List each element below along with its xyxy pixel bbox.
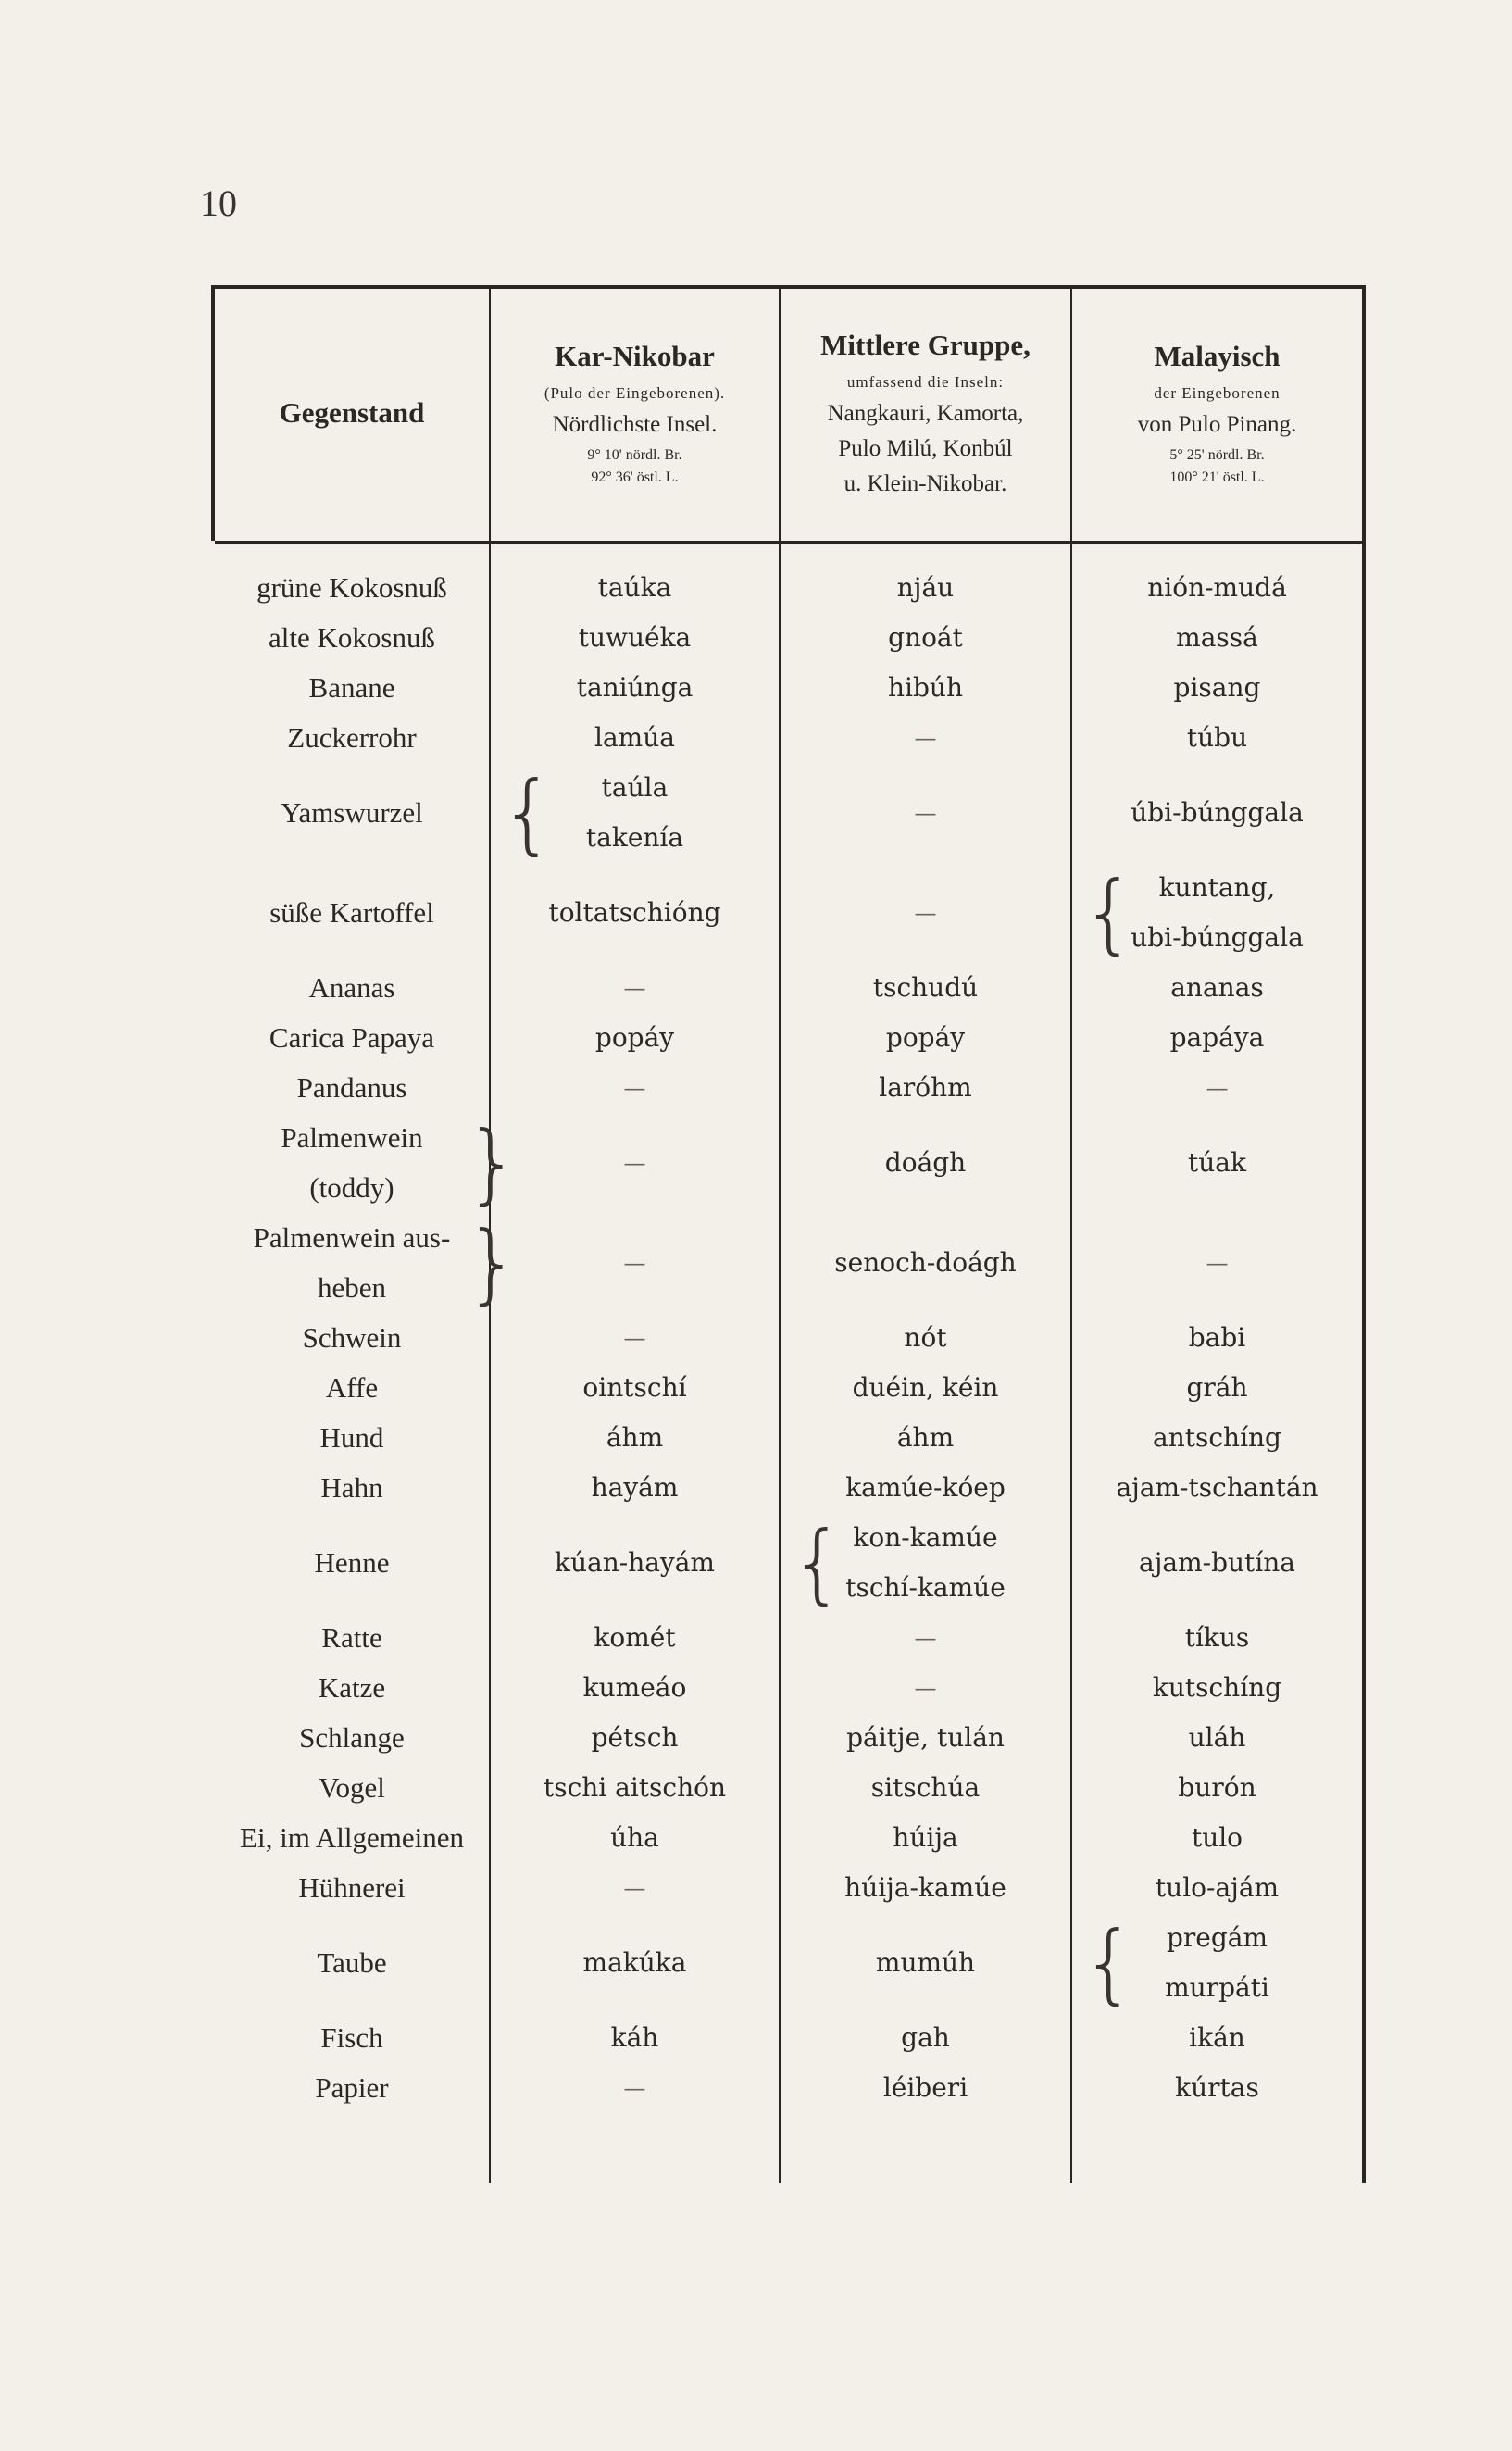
cell-text: húija-kamúe xyxy=(844,1872,1006,1903)
cell-text: Papier xyxy=(315,2071,389,2104)
cell-text: mumúh xyxy=(875,1947,976,1978)
cell-mittlere-gruppe xyxy=(781,2013,1070,2063)
cell-object xyxy=(215,2063,489,2113)
cell-text: Affe xyxy=(325,1371,379,1404)
cell-text: ikán xyxy=(1189,2022,1245,2053)
cell-kar-nikobar xyxy=(491,1013,779,1063)
cell-text: antschíng xyxy=(1153,1422,1281,1453)
cell-text: komét xyxy=(594,1622,676,1653)
cell-kar-nikobar xyxy=(491,563,779,613)
brace-left: { xyxy=(790,1513,845,1614)
cell-text: — xyxy=(623,1325,646,1351)
cell-mittlere-gruppe xyxy=(781,1063,1070,1113)
cell-text: gah xyxy=(901,2022,950,2053)
cell-malayisch xyxy=(1072,1213,1362,1313)
cell-mittlere-gruppe xyxy=(781,2063,1070,2113)
header-mittlere-gruppe-sub2: Nangkauri, Kamorta, xyxy=(827,401,1024,426)
cell-mittlere-gruppe xyxy=(781,1813,1070,1863)
cell-mittlere-gruppe xyxy=(781,1363,1070,1413)
header-mittlere-gruppe-sub3: Pulo Milú, Konbúl xyxy=(838,436,1013,461)
cell-text: áhm xyxy=(606,1422,664,1453)
cell-malayisch xyxy=(1072,1063,1362,1113)
cell-mittlere-gruppe xyxy=(781,613,1070,663)
cell-kar-nikobar xyxy=(491,1413,779,1463)
cell-text: tulo xyxy=(1191,1822,1243,1853)
cell-object xyxy=(215,1213,489,1313)
cell-mittlere-gruppe xyxy=(781,1863,1070,1913)
header-mittlere-gruppe xyxy=(781,285,1070,541)
cell-malayisch xyxy=(1072,613,1362,663)
header-kar-nikobar xyxy=(491,285,779,541)
cell-text: Carica Papaya xyxy=(269,1021,435,1054)
cell-text: Zuckerrohr xyxy=(287,721,417,754)
cell-text: Henne xyxy=(314,1546,390,1579)
header-mittlere-gruppe-title: Mittlere Gruppe, xyxy=(820,329,1031,361)
header-malayisch-sub3: 5° 25' nördl. Br. xyxy=(1169,447,1265,463)
cell-text: hayám xyxy=(591,1472,679,1503)
cell-object xyxy=(215,1063,489,1113)
cell-text: babi xyxy=(1188,1322,1246,1353)
cell-object xyxy=(215,1863,489,1913)
cell-text: — xyxy=(914,800,937,826)
cell-malayisch xyxy=(1072,1113,1362,1213)
cell-text: ananas xyxy=(1170,972,1264,1003)
cell-text: ubi-búnggala xyxy=(1131,922,1304,953)
cell-object xyxy=(215,1613,489,1663)
cell-kar-nikobar xyxy=(491,613,779,663)
cell-mittlere-gruppe xyxy=(781,1713,1070,1763)
cell-object xyxy=(215,1013,489,1063)
cell-text: Yamswurzel xyxy=(281,796,423,829)
cell-text: heben xyxy=(317,1271,387,1304)
cell-text: papáya xyxy=(1169,1022,1265,1053)
cell-object xyxy=(215,1313,489,1363)
cell-kar-nikobar xyxy=(491,1113,779,1213)
cell-text: — xyxy=(914,1675,937,1701)
cell-text: makúka xyxy=(582,1947,687,1978)
cell-object xyxy=(215,563,489,613)
cell-text: pregám xyxy=(1166,1922,1268,1953)
cell-text: kúrtas xyxy=(1175,2072,1259,2103)
cell-malayisch xyxy=(1072,2063,1362,2113)
cell-text: tulo-ajám xyxy=(1155,1872,1280,1903)
header-kar-nikobar-sub4: 92° 36' östl. L. xyxy=(591,469,679,485)
cell-text: páitje, tulán xyxy=(846,1722,1005,1753)
cell-text: kutschíng xyxy=(1152,1672,1282,1703)
cell-text: ajam-tschantán xyxy=(1116,1472,1318,1503)
cell-text: kumeáo xyxy=(582,1672,687,1703)
cell-mittlere-gruppe xyxy=(781,963,1070,1013)
cell-text: gráh xyxy=(1186,1372,1248,1403)
cell-mittlere-gruppe xyxy=(781,1663,1070,1713)
cell-malayisch xyxy=(1072,1013,1362,1063)
cell-malayisch xyxy=(1072,1413,1362,1463)
cell-text: Katze xyxy=(318,1671,386,1704)
cell-text: Schwein xyxy=(302,1321,402,1354)
cell-text: kuntang, xyxy=(1158,872,1276,903)
cell-text: taúka xyxy=(597,572,672,603)
cell-malayisch xyxy=(1072,1863,1362,1913)
cell-kar-nikobar xyxy=(491,1913,779,2013)
cell-text: túbu xyxy=(1186,722,1248,753)
cell-object xyxy=(215,1363,489,1413)
page-number: 10 xyxy=(200,182,237,224)
cell-text: gnoát xyxy=(888,622,963,653)
cell-text: kúan-hayám xyxy=(555,1547,715,1578)
header-malayisch-title: Malayisch xyxy=(1154,340,1281,372)
table-right-rule xyxy=(1362,285,1366,2183)
cell-kar-nikobar xyxy=(491,863,779,963)
header-kar-nikobar-title: Kar-Nikobar xyxy=(555,340,715,372)
cell-kar-nikobar xyxy=(491,1463,779,1513)
cell-malayisch xyxy=(1072,2013,1362,2063)
cell-text: tschi aitschón xyxy=(543,1772,727,1803)
brace-left: { xyxy=(1081,1913,1137,2014)
cell-mittlere-gruppe xyxy=(781,663,1070,713)
brace-right: } xyxy=(465,1213,520,1314)
cell-kar-nikobar xyxy=(491,1213,779,1313)
cell-kar-nikobar xyxy=(491,1713,779,1763)
cell-text: nót xyxy=(904,1322,947,1353)
cell-mittlere-gruppe xyxy=(781,1013,1070,1063)
cell-text: tíkus xyxy=(1184,1622,1250,1653)
cell-malayisch xyxy=(1072,663,1362,713)
cell-object xyxy=(215,1913,489,2013)
cell-kar-nikobar xyxy=(491,1363,779,1413)
cell-text: kon-kamúe xyxy=(853,1522,998,1553)
cell-object xyxy=(215,863,489,963)
brace-right: } xyxy=(465,1113,520,1214)
cell-mittlere-gruppe xyxy=(781,1613,1070,1663)
cell-text: ointschí xyxy=(582,1372,687,1403)
cell-text: Vogel xyxy=(319,1771,385,1804)
cell-text: — xyxy=(914,900,937,926)
cell-malayisch xyxy=(1072,1663,1362,1713)
cell-text: úbi-búnggala xyxy=(1131,797,1304,828)
cell-text: Fisch xyxy=(320,2021,383,2054)
cell-text: Hahn xyxy=(320,1471,383,1504)
cell-text: taniúnga xyxy=(576,672,694,703)
cell-object xyxy=(215,713,489,763)
cell-text: murpáti xyxy=(1165,1972,1269,2003)
cell-kar-nikobar xyxy=(491,1763,779,1813)
cell-text: popáy xyxy=(885,1022,966,1053)
cell-mittlere-gruppe xyxy=(781,1413,1070,1463)
cell-malayisch xyxy=(1072,1313,1362,1363)
cell-kar-nikobar xyxy=(491,663,779,713)
cell-text: — xyxy=(1206,1075,1229,1101)
cell-text: nión-mudá xyxy=(1147,572,1287,603)
cell-object xyxy=(215,1413,489,1463)
cell-text: taúla xyxy=(601,772,669,803)
cell-mittlere-gruppe xyxy=(781,563,1070,613)
cell-text: — xyxy=(914,725,937,751)
cell-mittlere-gruppe xyxy=(781,863,1070,963)
cell-malayisch xyxy=(1072,1763,1362,1813)
cell-kar-nikobar xyxy=(491,1613,779,1663)
header-malayisch-sub2: von Pulo Pinang. xyxy=(1137,412,1297,437)
cell-text: Ratte xyxy=(321,1621,382,1654)
cell-text: tuwuéka xyxy=(578,622,692,653)
cell-text: Palmenwein xyxy=(281,1121,423,1154)
cell-kar-nikobar xyxy=(491,1813,779,1863)
cell-object xyxy=(215,1713,489,1763)
cell-kar-nikobar xyxy=(491,2013,779,2063)
cell-text: tschudú xyxy=(872,972,979,1003)
cell-object xyxy=(215,1513,489,1613)
cell-text: úha xyxy=(610,1822,659,1853)
cell-text: áhm xyxy=(896,1422,955,1453)
cell-text: popáy xyxy=(594,1022,675,1053)
header-kar-nikobar-sub2: Nördlichste Insel. xyxy=(552,412,718,437)
header-mittlere-gruppe-sub4: u. Klein-Nikobar. xyxy=(843,471,1007,496)
cell-object xyxy=(215,1663,489,1713)
header-bottom-rule xyxy=(215,541,1362,544)
cell-text: tschí-kamúe xyxy=(845,1572,1006,1603)
cell-text: — xyxy=(623,975,646,1001)
cell-kar-nikobar xyxy=(491,713,779,763)
brace-left: { xyxy=(1081,863,1137,964)
cell-kar-nikobar xyxy=(491,1063,779,1113)
cell-text: grüne Kokosnuß xyxy=(256,571,447,604)
cell-text: — xyxy=(914,1625,937,1651)
cell-text: Ei, im Allgemeinen xyxy=(240,1821,464,1854)
cell-malayisch xyxy=(1072,1813,1362,1863)
header-malayisch-sub1: der Eingeborenen xyxy=(1154,384,1281,402)
cell-text: — xyxy=(1206,1250,1229,1276)
cell-text: húija xyxy=(893,1822,958,1853)
cell-text: Hühnerei xyxy=(298,1871,406,1904)
cell-mittlere-gruppe xyxy=(781,1763,1070,1813)
cell-text: laróhm xyxy=(879,1072,972,1103)
cell-text: uláh xyxy=(1188,1722,1246,1753)
cell-text: lamúa xyxy=(594,722,675,753)
cell-text: ajam-butína xyxy=(1139,1547,1295,1578)
cell-object xyxy=(215,613,489,663)
cell-malayisch xyxy=(1072,563,1362,613)
cell-text: káh xyxy=(610,2022,659,2053)
cell-text: sitschúa xyxy=(870,1772,981,1803)
cell-object xyxy=(215,663,489,713)
header-gegenstand-title: Gegenstand xyxy=(279,396,425,429)
brace-left: { xyxy=(500,763,556,864)
cell-text: alte Kokosnuß xyxy=(269,621,435,654)
cell-object xyxy=(215,1763,489,1813)
cell-object xyxy=(215,1463,489,1513)
cell-text: Hund xyxy=(319,1421,384,1454)
cell-text: Pandanus xyxy=(296,1071,407,1104)
cell-text: Banane xyxy=(308,671,395,704)
cell-object xyxy=(215,763,489,863)
header-malayisch-sub4: 100° 21' östl. L. xyxy=(1169,469,1265,485)
cell-object xyxy=(215,2013,489,2063)
header-kar-nikobar-sub3: 9° 10' nördl. Br. xyxy=(587,447,682,463)
cell-text: túak xyxy=(1188,1147,1246,1178)
cell-text: massá xyxy=(1176,622,1258,653)
cell-text: njáu xyxy=(896,572,955,603)
cell-text: — xyxy=(623,2075,646,2101)
cell-object xyxy=(215,963,489,1013)
cell-text: kamúe-kóep xyxy=(845,1472,1006,1503)
cell-text: Palmenwein aus- xyxy=(253,1221,451,1254)
cell-mittlere-gruppe xyxy=(781,1113,1070,1213)
cell-text: léiberi xyxy=(882,2072,968,2103)
header-malayisch xyxy=(1072,285,1362,541)
cell-malayisch xyxy=(1072,1463,1362,1513)
cell-text: — xyxy=(623,1875,646,1901)
cell-text: pétsch xyxy=(591,1722,679,1753)
header-kar-nikobar-sub1: (Pulo der Eingeborenen). xyxy=(544,384,726,402)
cell-text: toltatschióng xyxy=(548,897,721,928)
cell-text: — xyxy=(623,1150,646,1176)
cell-text: takenía xyxy=(585,822,684,853)
cell-object xyxy=(215,1813,489,1863)
cell-text: Ananas xyxy=(308,971,395,1004)
cell-text: burón xyxy=(1178,1772,1256,1803)
cell-malayisch xyxy=(1072,963,1362,1013)
cell-text: senoch-doágh xyxy=(834,1247,1017,1278)
cell-kar-nikobar xyxy=(491,1663,779,1713)
cell-mittlere-gruppe xyxy=(781,1313,1070,1363)
cell-mittlere-gruppe xyxy=(781,763,1070,863)
header-mittlere-gruppe-sub1: umfassend die Inseln: xyxy=(846,373,1005,391)
cell-malayisch xyxy=(1072,1513,1362,1613)
cell-text: duéin, kéin xyxy=(852,1372,999,1403)
cell-text: hibúh xyxy=(888,672,963,703)
cell-kar-nikobar xyxy=(491,2063,779,2113)
vocabulary-table xyxy=(211,285,1366,2183)
cell-text: (toddy) xyxy=(309,1171,394,1204)
cell-mittlere-gruppe xyxy=(781,1213,1070,1313)
cell-text: Schlange xyxy=(299,1721,405,1754)
cell-kar-nikobar xyxy=(491,1313,779,1363)
cell-mittlere-gruppe xyxy=(781,1913,1070,2013)
cell-kar-nikobar xyxy=(491,1863,779,1913)
cell-malayisch xyxy=(1072,713,1362,763)
cell-object xyxy=(215,1113,489,1213)
cell-text: Taube xyxy=(317,1946,387,1979)
cell-text: doágh xyxy=(884,1147,967,1178)
cell-malayisch xyxy=(1072,1613,1362,1663)
cell-malayisch xyxy=(1072,1363,1362,1413)
cell-text: pisang xyxy=(1173,672,1261,703)
cell-kar-nikobar xyxy=(491,1513,779,1613)
cell-malayisch xyxy=(1072,763,1362,863)
cell-mittlere-gruppe xyxy=(781,713,1070,763)
cell-text: — xyxy=(623,1250,646,1276)
header-gegenstand xyxy=(215,285,489,541)
cell-malayisch xyxy=(1072,1713,1362,1763)
cell-kar-nikobar xyxy=(491,963,779,1013)
cell-mittlere-gruppe xyxy=(781,1463,1070,1513)
cell-text: süße Kartoffel xyxy=(269,896,434,929)
cell-text: — xyxy=(623,1075,646,1101)
